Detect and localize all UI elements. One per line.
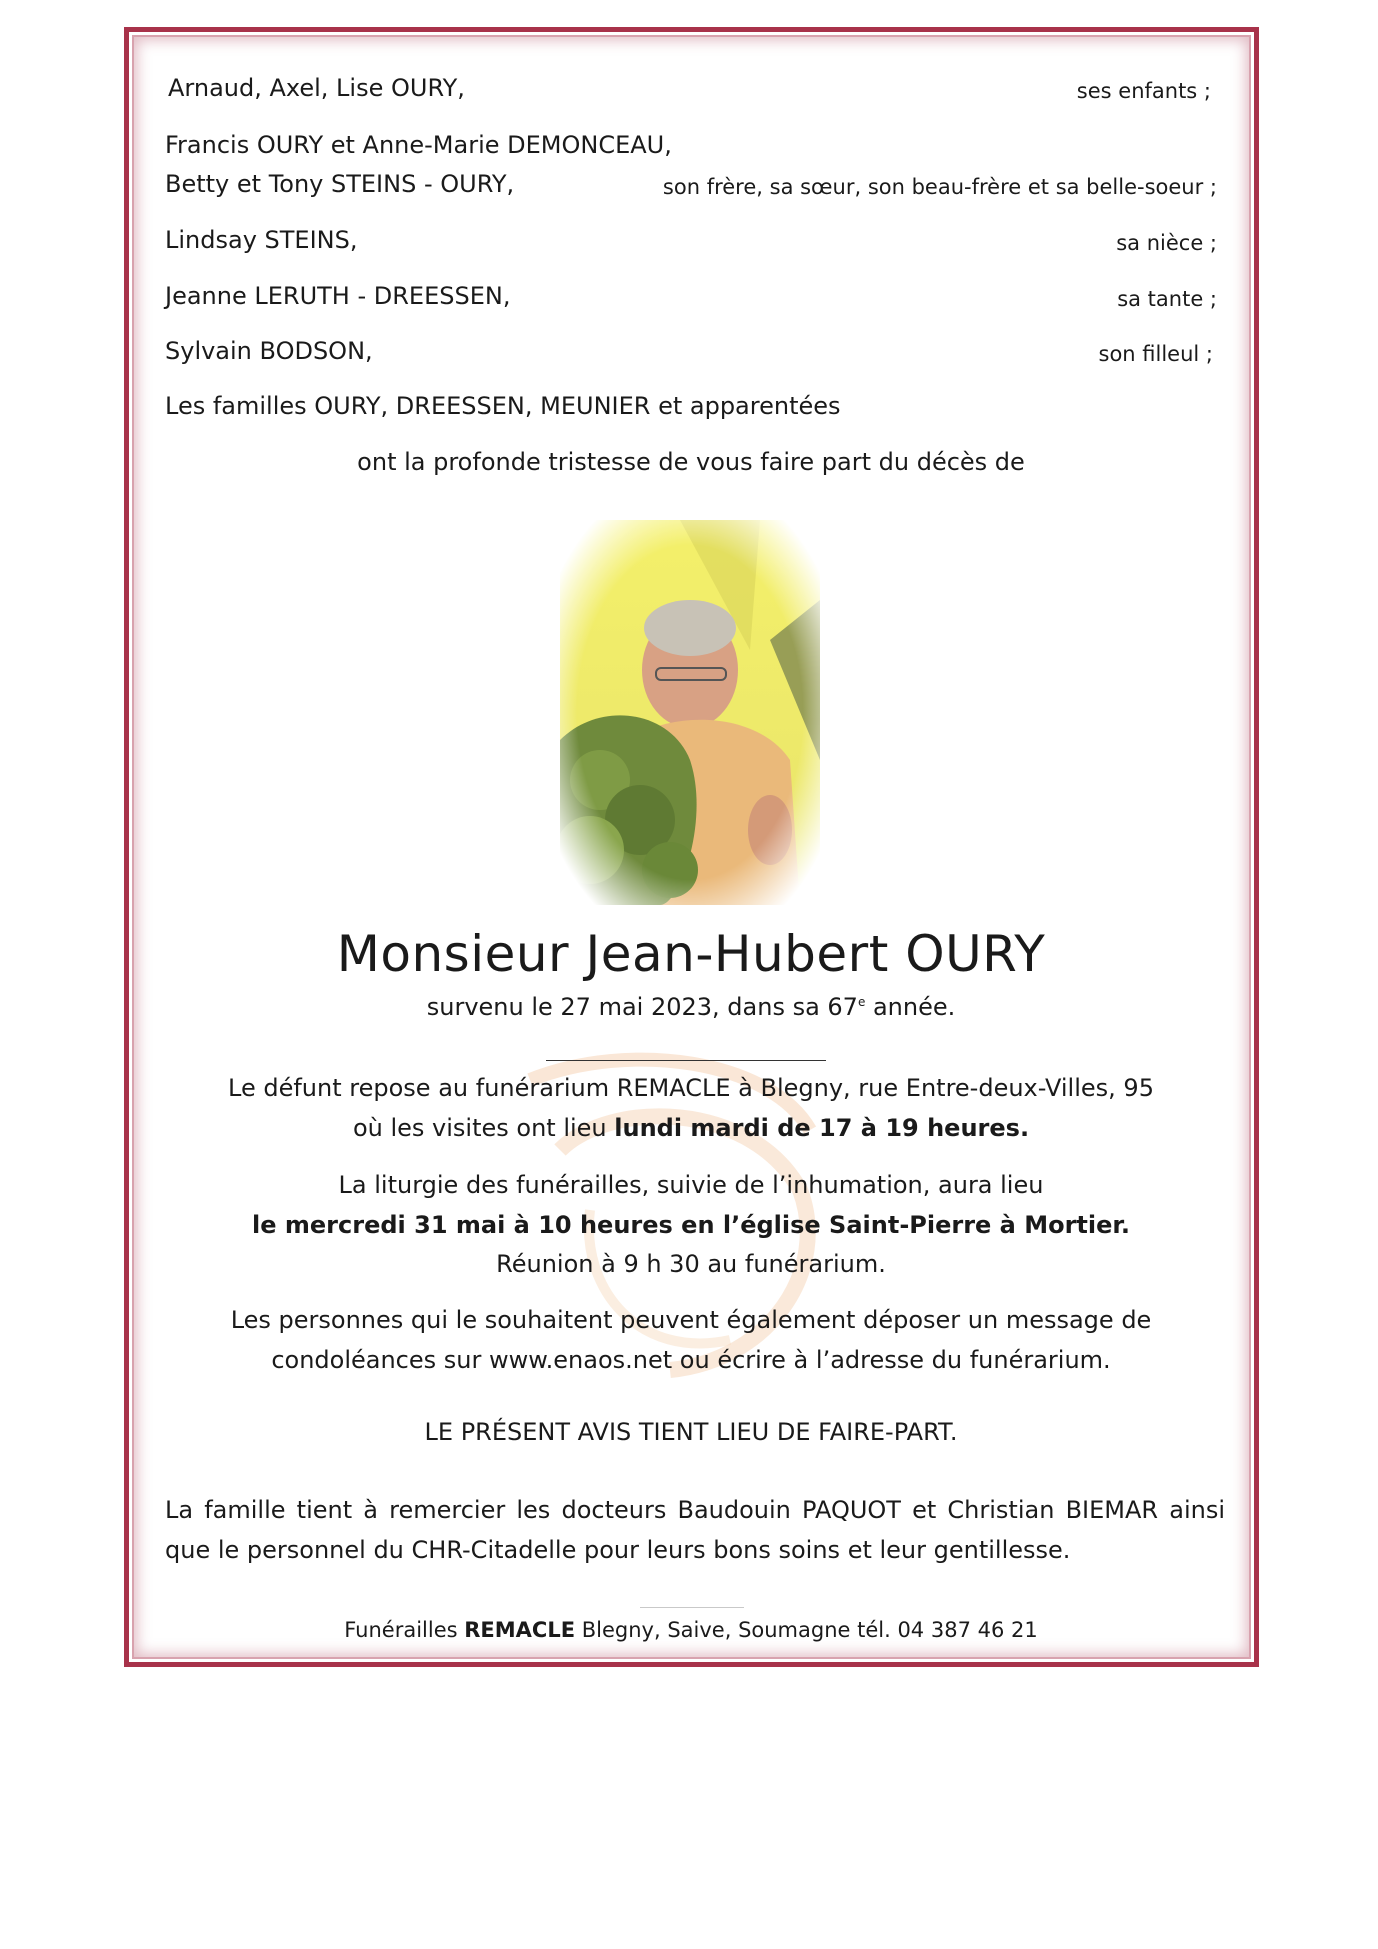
- family-relation: son frère, sa sœur, son beau-frère et sa belle-soeur ;: [662, 175, 1217, 199]
- family-names: Betty et Tony STEINS - OURY,: [165, 170, 515, 198]
- deceased-name: Monsieur Jean-Hubert OURY: [336, 925, 1046, 983]
- visits-times: lundi mardi de 17 à 19 heures.: [614, 1114, 1030, 1142]
- family-names: Lindsay STEINS,: [165, 226, 358, 254]
- rest-line-1: Le défunt repose au funérarium REMACLE à Blegny, rue Entre-deux-Villes, 95: [228, 1074, 1154, 1102]
- family-row-siblings: [165, 129, 1217, 201]
- funeral-line-3: Réunion à 9 h 30 au funérarium.: [496, 1250, 886, 1278]
- family-names: Arnaud, Axel, Lise OURY,: [168, 74, 465, 102]
- death-info-text: survenu le 27 mai 2023, dans sa 67: [426, 993, 858, 1021]
- thanks-paragraph: La famille tient à remercier les docteurs Baudouin PAQUOT et Christian BIEMAR ainsi que le personnel du CHR-Citadelle pour leurs bons soins et leur gentillesse.: [165, 1496, 1225, 1564]
- announcement: ont la profonde tristesse de vous faire part du décès de: [357, 448, 1025, 476]
- footer: [160, 1615, 1222, 1645]
- family-relation: sa nièce ;: [1116, 231, 1217, 255]
- footer-prefix: Funérailles: [344, 1618, 465, 1642]
- footer-contact: Blegny, Saive, Soumagne tél. 04 387 46 21: [575, 1618, 1038, 1642]
- family-relation: son filleul ;: [1098, 342, 1213, 366]
- notice: LE PRÉSENT AVIS TIENT LIEU DE FAIRE-PART.: [424, 1418, 958, 1446]
- funeral-line-2: le mercredi 31 mai à 10 heures en l’église Saint-Pierre à Mortier.: [252, 1211, 1130, 1239]
- death-info-superscript: e: [857, 995, 866, 1009]
- deceased-photo: [560, 520, 820, 905]
- footer-brand: REMACLE: [464, 1618, 576, 1642]
- family-names: Sylvain BODSON,: [165, 337, 373, 365]
- death-info-suffix: année.: [865, 993, 956, 1021]
- visits-line: [160, 1108, 1222, 1148]
- family-relation: ses enfants ;: [1076, 79, 1211, 103]
- funeral-line-1: La liturgie des funérailles, suivie de l’inhumation, aura lieu: [338, 1171, 1044, 1199]
- family-names: Jeanne LERUTH - DREESSEN,: [165, 282, 511, 310]
- separator-line: [546, 1060, 826, 1061]
- death-info: [160, 990, 1222, 1024]
- visits-text: où les visites ont lieu: [352, 1114, 615, 1142]
- family-names: Les familles OURY, DREESSEN, MEUNIER et apparentées: [165, 392, 841, 420]
- footer-separator: [640, 1607, 744, 1608]
- condolences-line-1: Les personnes qui le souhaitent peuvent également déposer un message de: [230, 1306, 1152, 1334]
- family-names: Francis OURY et Anne-Marie DEMONCEAU,: [165, 131, 672, 159]
- condolences-line-2: condoléances sur www.enaos.net ou écrire à l’adresse du funérarium.: [271, 1346, 1111, 1374]
- family-relation: sa tante ;: [1117, 287, 1217, 311]
